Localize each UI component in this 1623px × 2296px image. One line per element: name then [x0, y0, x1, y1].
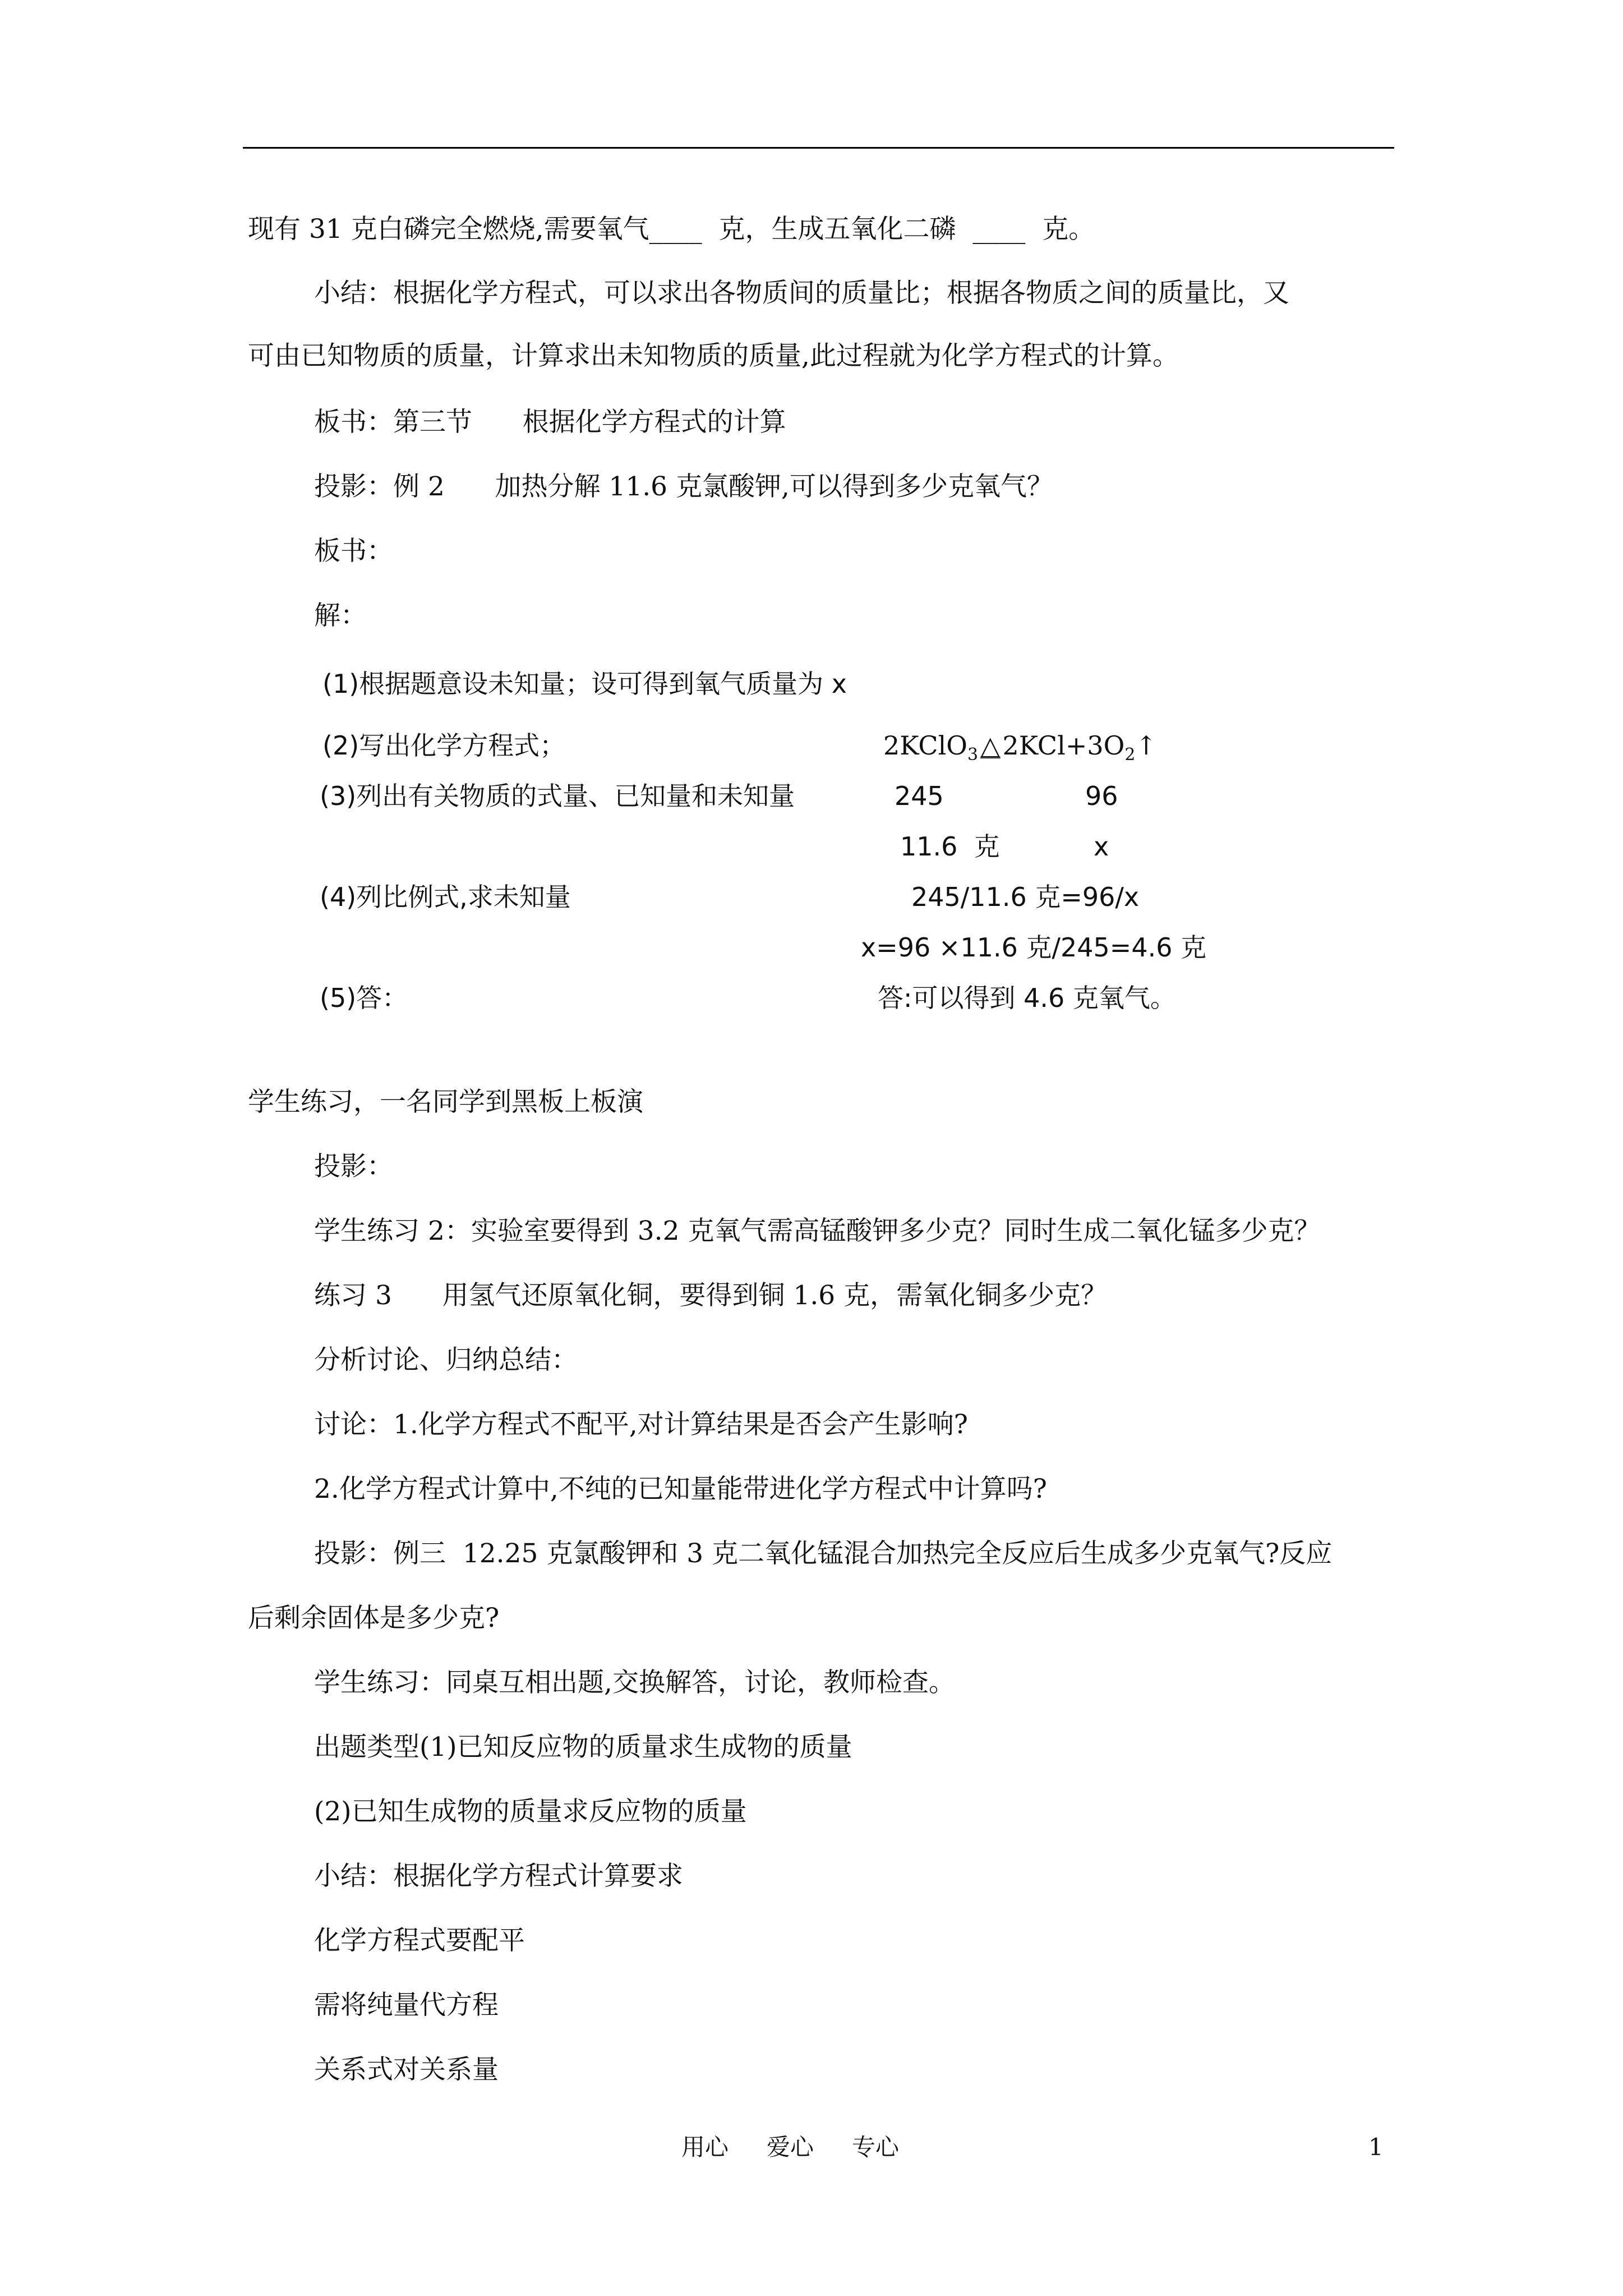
paragraph-board-title: 板书：第三节 根据化学方程式的计算	[314, 407, 786, 438]
header-rule	[243, 147, 1394, 149]
footer-item: 专心	[852, 2133, 900, 2161]
paragraph-example-3: 投影：例三 12.25 克氯酸钾和 3 克二氧化锰混合加热完全反应后生成多少克氧气?反应	[314, 1538, 1332, 1569]
paragraph-summary-requirements: 小结：根据化学方程式计算要求	[314, 1861, 683, 1892]
solution-step-5: (5)答：	[320, 983, 408, 1013]
solution-step-1: (1)根据题意设未知量；设可得到氧气质量为 x	[322, 669, 847, 699]
paragraph-solution-label: 解：	[314, 600, 367, 631]
unknown-mass: x	[1094, 831, 1109, 862]
page-number: 1	[1368, 2133, 1384, 2161]
paragraph-example-2: 投影：例 2 加热分解 11.6 克氯酸钾,可以得到多少克氧气？	[314, 471, 1053, 502]
paragraph-question: 现有 31 克白磷完全燃烧,需要氧气____ 克，生成五氧化二磷 ____ 克。	[248, 214, 1095, 245]
known-mass: 11.6 克	[900, 831, 1000, 862]
paragraph-question-type-1: 出题类型(1)已知反应物的质量求生成物的质量	[314, 1732, 852, 1763]
paragraph-board: 板书：	[314, 536, 393, 567]
paragraph-practice-2: 学生练习 2：实验室要得到 3.2 克氧气需高锰酸钾多少克？同时生成二氧化锰多少克？	[314, 1216, 1321, 1246]
paragraph-example-3-cont: 后剩余固体是多少克?	[248, 1603, 500, 1634]
paragraph-discussion-2: 2.化学方程式计算中,不纯的已知量能带进化学方程式中计算吗?	[314, 1474, 1047, 1504]
solution-figure	[314, 668, 1211, 1060]
solution-step-4: (4)列比例式,求未知量	[320, 882, 571, 912]
paragraph-rule-1: 化学方程式要配平	[314, 1925, 525, 1956]
paragraph-projection: 投影：	[314, 1151, 393, 1182]
footer-item: 爱心	[767, 2133, 814, 2161]
paragraph-question-type-2: (2)已知生成物的质量求反应物的质量	[314, 1796, 747, 1827]
solution-answer: 答:可以得到 4.6 克氧气。	[878, 983, 1176, 1013]
footer-item: 用心	[681, 2133, 729, 2161]
paragraph-rule-2: 需将纯量代方程	[314, 1990, 499, 2021]
paragraph-summary-2: 可由已知物质的质量，计算求出未知物质的质量,此过程就为化学方程式的计算。	[248, 341, 1179, 371]
paragraph-student-practice: 学生练习，一名同学到黑板上板演	[248, 1087, 643, 1117]
solution-step-2: (2)写出化学方程式；	[322, 730, 566, 761]
chemical-equation: $2KClO_3\triangle 2KCl+3O_2↑$	[883, 730, 1157, 765]
ratio-equation: 245/11.6 克=96/x	[911, 882, 1140, 912]
paragraph-rule-3: 关系式对关系量	[314, 2054, 499, 2085]
paragraph-analysis: 分析讨论、归纳总结：	[314, 1345, 578, 1375]
paragraph-discussion-1: 讨论：1.化学方程式不配平,对计算结果是否会产生影响?	[314, 1409, 968, 1440]
mass-o2: 96	[1085, 781, 1118, 811]
solution-step-3: (3)列出有关物质的式量、已知量和未知量	[320, 781, 795, 811]
paragraph-student-exercise: 学生练习：同桌互相出题,交换解答，讨论，教师检查。	[314, 1667, 955, 1698]
footer-motto	[681, 2132, 899, 2163]
result-equation: x=96 ×11.6 克/245=4.6 克	[861, 932, 1207, 963]
mass-kclo3: 245	[895, 781, 944, 811]
paragraph-practice-3: 练习 3 用氢气还原氧化铜，要得到铜 1.6 克，需氧化铜多少克？	[314, 1280, 1108, 1311]
paragraph-summary-1: 小结：根据化学方程式，可以求出各物质间的质量比；根据各物质之间的质量比，又	[314, 278, 1289, 309]
